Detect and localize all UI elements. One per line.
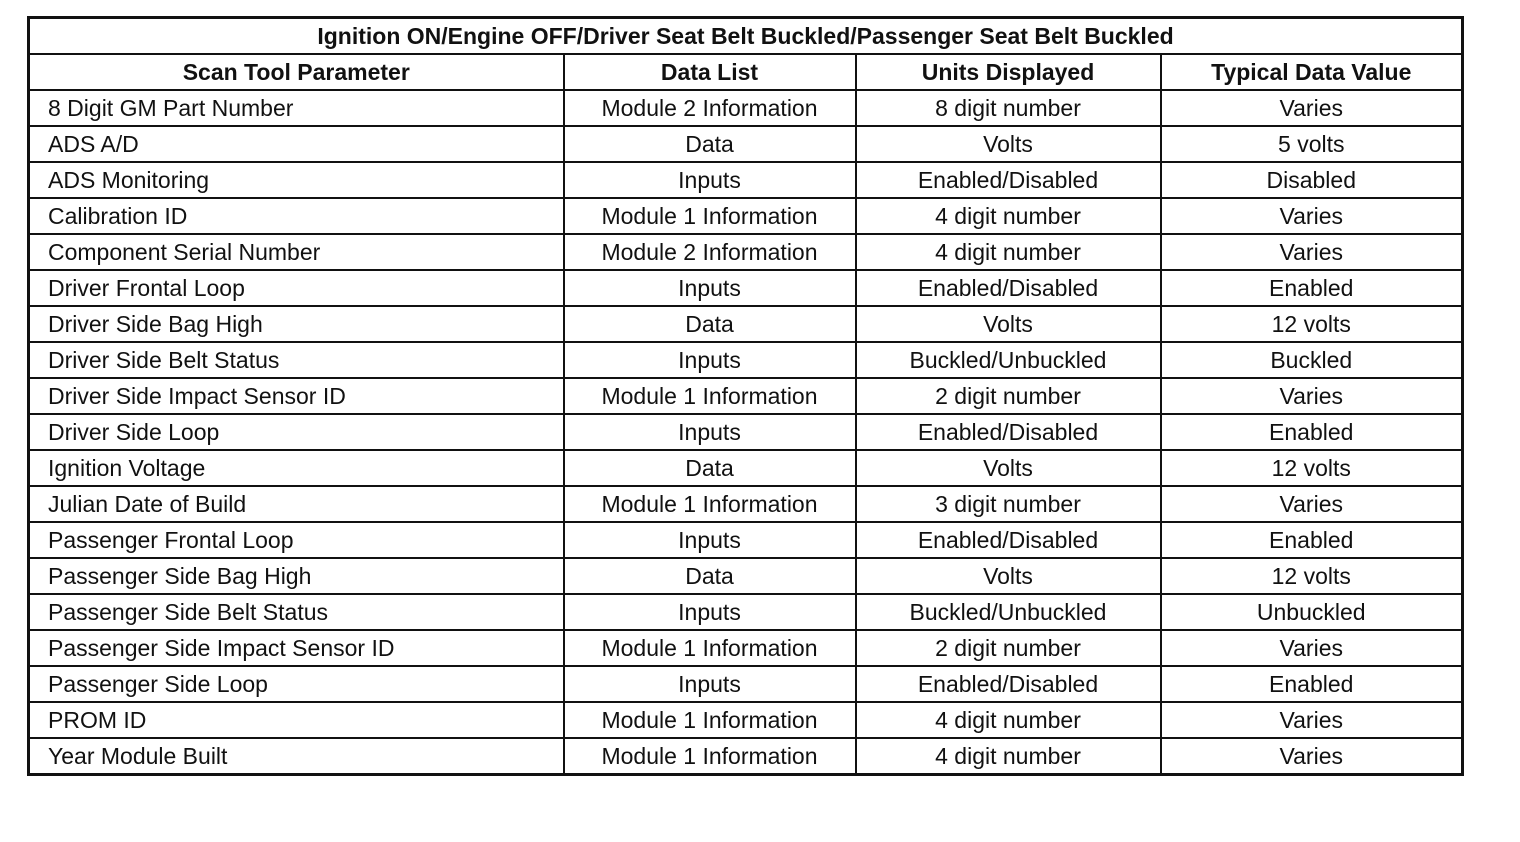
cell-scan-tool-parameter: PROM ID	[29, 702, 564, 738]
cell-scan-tool-parameter: Driver Side Impact Sensor ID	[29, 378, 564, 414]
cell-typical-data-value: Varies	[1161, 702, 1463, 738]
cell-typical-data-value: 12 volts	[1161, 450, 1463, 486]
cell-typical-data-value: Disabled	[1161, 162, 1463, 198]
table-row	[29, 414, 1463, 450]
cell-data-list: Inputs	[564, 414, 856, 450]
table-row	[29, 702, 1463, 738]
cell-units-displayed: 2 digit number	[856, 630, 1161, 666]
cell-scan-tool-parameter: Passenger Side Loop	[29, 666, 564, 702]
cell-data-list: Inputs	[564, 594, 856, 630]
cell-typical-data-value: 12 volts	[1161, 306, 1463, 342]
table-row	[29, 306, 1463, 342]
cell-units-displayed: Volts	[856, 306, 1161, 342]
cell-data-list: Inputs	[564, 342, 856, 378]
cell-data-list: Module 1 Information	[564, 738, 856, 775]
cell-units-displayed: Enabled/Disabled	[856, 666, 1161, 702]
cell-scan-tool-parameter: Driver Frontal Loop	[29, 270, 564, 306]
table-row	[29, 738, 1463, 775]
cell-scan-tool-parameter: Passenger Side Bag High	[29, 558, 564, 594]
table-row	[29, 522, 1463, 558]
cell-typical-data-value: Varies	[1161, 738, 1463, 775]
cell-scan-tool-parameter: 8 Digit GM Part Number	[29, 90, 564, 126]
cell-data-list: Module 1 Information	[564, 702, 856, 738]
cell-typical-data-value: Varies	[1161, 378, 1463, 414]
cell-scan-tool-parameter: Driver Side Belt Status	[29, 342, 564, 378]
cell-data-list: Inputs	[564, 270, 856, 306]
cell-units-displayed: 8 digit number	[856, 90, 1161, 126]
cell-scan-tool-parameter: Passenger Side Belt Status	[29, 594, 564, 630]
cell-typical-data-value: 12 volts	[1161, 558, 1463, 594]
table-row	[29, 90, 1463, 126]
cell-scan-tool-parameter: Driver Side Loop	[29, 414, 564, 450]
cell-scan-tool-parameter: Passenger Frontal Loop	[29, 522, 564, 558]
cell-units-displayed: Buckled/Unbuckled	[856, 342, 1161, 378]
cell-units-displayed: 4 digit number	[856, 738, 1161, 775]
cell-scan-tool-parameter: Driver Side Bag High	[29, 306, 564, 342]
cell-typical-data-value: Varies	[1161, 486, 1463, 522]
cell-typical-data-value: Varies	[1161, 198, 1463, 234]
table-row	[29, 162, 1463, 198]
table-row	[29, 630, 1463, 666]
table-row	[29, 270, 1463, 306]
cell-data-list: Data	[564, 306, 856, 342]
table-body	[29, 90, 1463, 775]
column-header-data-list: Data List	[564, 54, 856, 90]
cell-units-displayed: 4 digit number	[856, 702, 1161, 738]
cell-units-displayed: Enabled/Disabled	[856, 162, 1161, 198]
cell-data-list: Module 2 Information	[564, 90, 856, 126]
table-row	[29, 486, 1463, 522]
cell-units-displayed: 3 digit number	[856, 486, 1161, 522]
cell-scan-tool-parameter: ADS A/D	[29, 126, 564, 162]
cell-data-list: Inputs	[564, 162, 856, 198]
cell-units-displayed: Buckled/Unbuckled	[856, 594, 1161, 630]
cell-units-displayed: Enabled/Disabled	[856, 270, 1161, 306]
cell-typical-data-value: 5 volts	[1161, 126, 1463, 162]
table-row	[29, 666, 1463, 702]
cell-typical-data-value: Enabled	[1161, 270, 1463, 306]
cell-scan-tool-parameter: Ignition Voltage	[29, 450, 564, 486]
cell-typical-data-value: Buckled	[1161, 342, 1463, 378]
cell-data-list: Module 1 Information	[564, 378, 856, 414]
cell-typical-data-value: Unbuckled	[1161, 594, 1463, 630]
table-header-row	[29, 54, 1463, 90]
cell-scan-tool-parameter: ADS Monitoring	[29, 162, 564, 198]
column-header-typical-data-value: Typical Data Value	[1161, 54, 1463, 90]
column-header-scan-tool-parameter: Scan Tool Parameter	[29, 54, 564, 90]
cell-typical-data-value: Enabled	[1161, 522, 1463, 558]
cell-data-list: Inputs	[564, 522, 856, 558]
cell-data-list: Module 2 Information	[564, 234, 856, 270]
cell-typical-data-value: Enabled	[1161, 666, 1463, 702]
table-row	[29, 342, 1463, 378]
table-row	[29, 126, 1463, 162]
cell-typical-data-value: Enabled	[1161, 414, 1463, 450]
table-row	[29, 558, 1463, 594]
table-row	[29, 450, 1463, 486]
cell-scan-tool-parameter: Calibration ID	[29, 198, 564, 234]
table-row	[29, 594, 1463, 630]
cell-scan-tool-parameter: Component Serial Number	[29, 234, 564, 270]
table-title: Ignition ON/Engine OFF/Driver Seat Belt Buckled/Passenger Seat Belt Buckled	[29, 18, 1463, 55]
table-row	[29, 198, 1463, 234]
cell-units-displayed: Volts	[856, 126, 1161, 162]
cell-units-displayed: 4 digit number	[856, 234, 1161, 270]
cell-data-list: Module 1 Information	[564, 198, 856, 234]
cell-typical-data-value: Varies	[1161, 630, 1463, 666]
cell-scan-tool-parameter: Julian Date of Build	[29, 486, 564, 522]
cell-data-list: Data	[564, 126, 856, 162]
cell-scan-tool-parameter: Year Module Built	[29, 738, 564, 775]
cell-units-displayed: Volts	[856, 450, 1161, 486]
cell-units-displayed: 2 digit number	[856, 378, 1161, 414]
column-header-units-displayed: Units Displayed	[856, 54, 1161, 90]
cell-data-list: Inputs	[564, 666, 856, 702]
scan-tool-data-table	[27, 16, 1464, 776]
cell-data-list: Module 1 Information	[564, 630, 856, 666]
cell-units-displayed: Enabled/Disabled	[856, 414, 1161, 450]
table-row	[29, 234, 1463, 270]
table-row	[29, 378, 1463, 414]
cell-data-list: Module 1 Information	[564, 486, 856, 522]
cell-typical-data-value: Varies	[1161, 90, 1463, 126]
cell-data-list: Data	[564, 558, 856, 594]
cell-typical-data-value: Varies	[1161, 234, 1463, 270]
cell-scan-tool-parameter: Passenger Side Impact Sensor ID	[29, 630, 564, 666]
cell-units-displayed: 4 digit number	[856, 198, 1161, 234]
cell-units-displayed: Enabled/Disabled	[856, 522, 1161, 558]
cell-data-list: Data	[564, 450, 856, 486]
table-title-row	[29, 18, 1463, 55]
cell-units-displayed: Volts	[856, 558, 1161, 594]
